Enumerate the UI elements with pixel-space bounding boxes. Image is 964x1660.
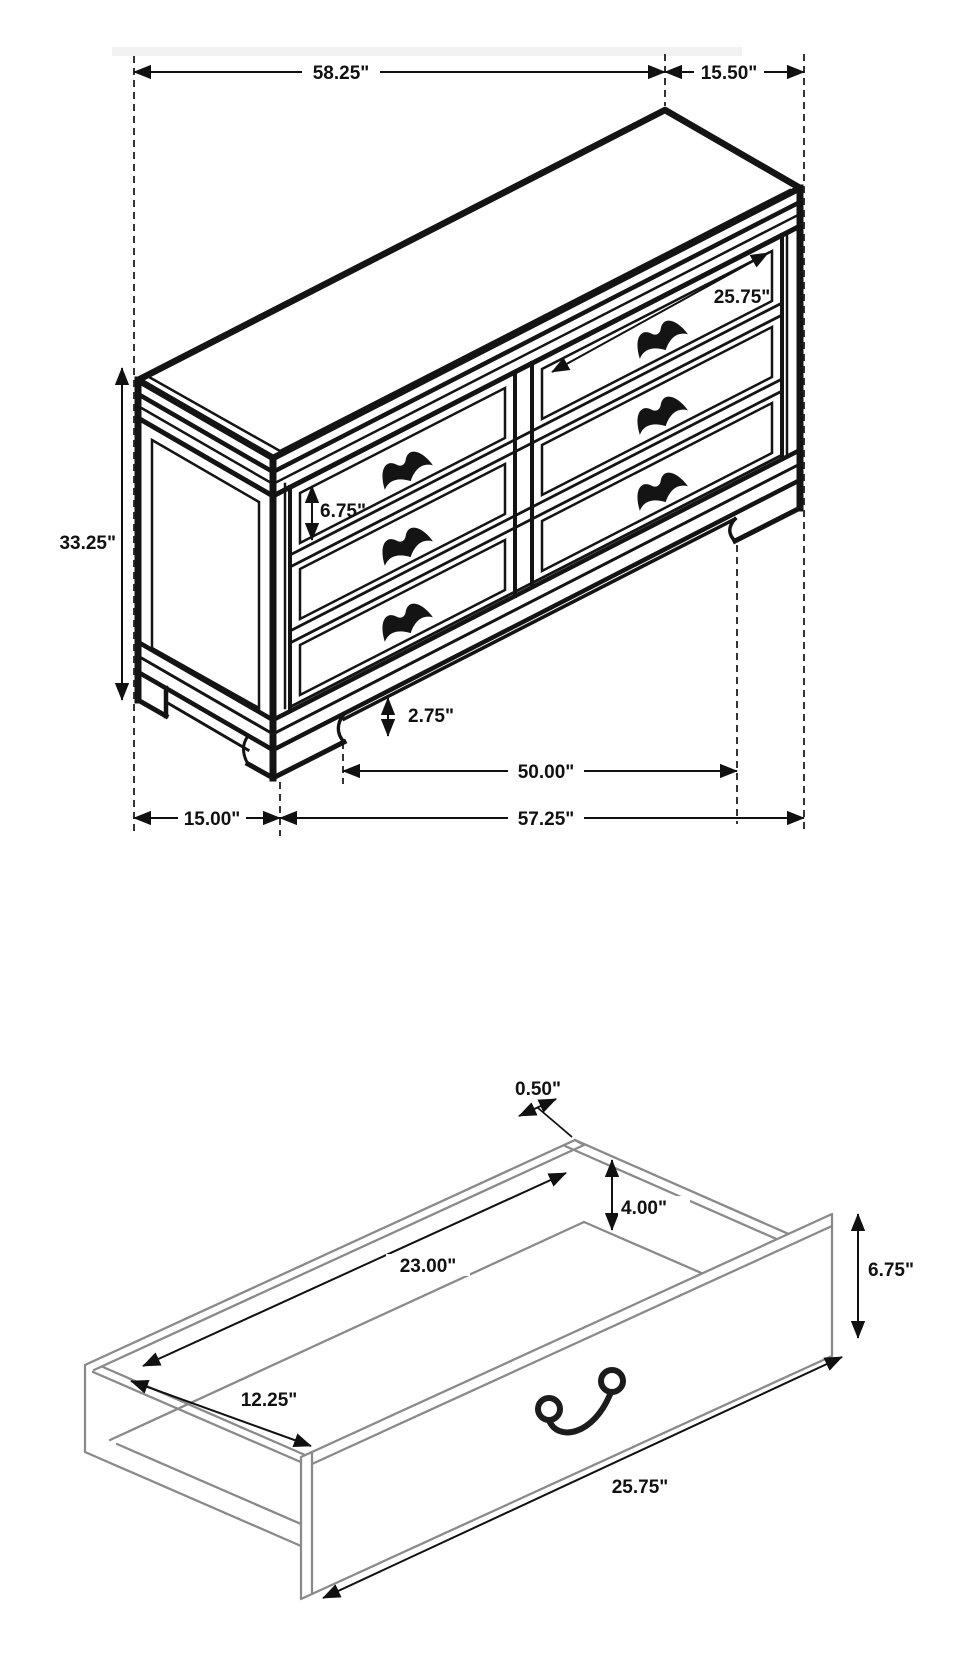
dim-label-interior-length: 23.00" <box>399 1256 457 1277</box>
dim-label-base-width: 57.25" <box>517 809 575 830</box>
dim-label-side-thickness: 0.50" <box>515 1079 561 1100</box>
dim-label-front-width: 25.75" <box>611 1477 669 1498</box>
dim-label-side-wall-height: 4.00" <box>621 1198 667 1219</box>
scan-artifact <box>112 47 742 56</box>
dim-label-base-depth: 15.00" <box>183 809 241 830</box>
dim-label-interior-width: 12.25" <box>240 1390 298 1411</box>
dim-label-top-width: 58.25" <box>312 63 370 84</box>
dim-label-drawer-front-height: 6.75" <box>320 501 366 522</box>
dim-label-front-height: 6.75" <box>868 1260 914 1281</box>
dim-label-overall-height: 33.25" <box>59 533 116 554</box>
dim-label-between-feet: 50.00" <box>517 762 575 783</box>
dim-label-top-depth: 15.50" <box>700 63 758 84</box>
dim-label-base-molding-height: 2.75" <box>408 706 454 727</box>
dim-label-drawer-front-width: 25.75" <box>713 287 771 308</box>
